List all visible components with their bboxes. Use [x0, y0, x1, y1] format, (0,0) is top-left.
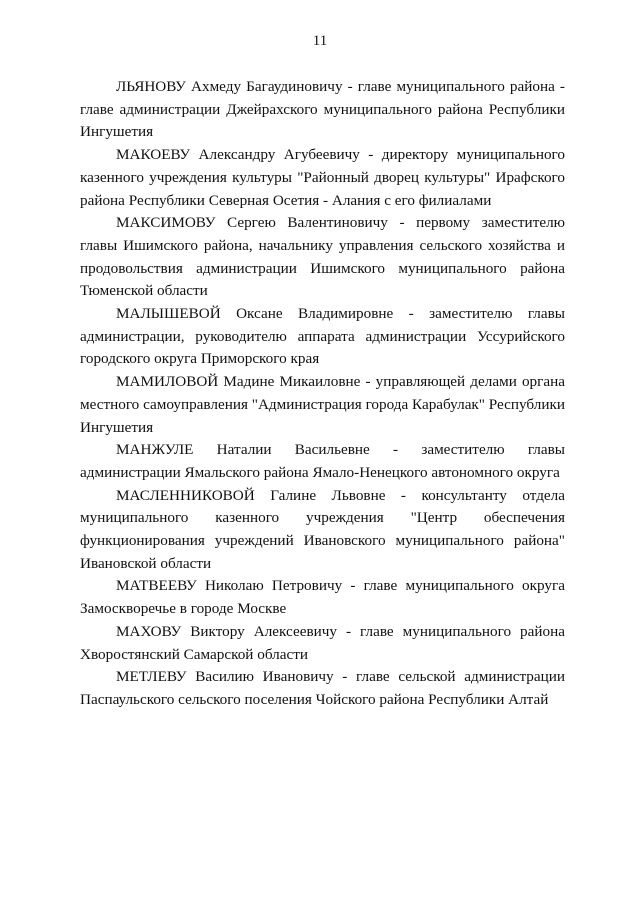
list-item: МАСЛЕННИКОВОЙ Галине Львовне - консультанту отдела муниципального казенного учреждения "Центр обеспечения функционирования учреждений Ивановского муниципального района" Ивановской области	[80, 486, 565, 572]
award-recipient-list	[80, 76, 565, 712]
list-item: МЕТЛЕВУ Василию Ивановичу - главе сельской администрации Паспаульского сельского поселения Чойского района Республики Алтай	[80, 668, 565, 708]
list-item: МАКСИМОВУ Сергею Валентиновичу - первому заместителю главы Ишимского района, начальнику управления сельского хозяйства и продовольствия администрации Ишимского муниципального района Тюменской области	[80, 214, 565, 300]
list-item: МАТВЕЕВУ Николаю Петровичу - главе муниципального округа Замоскворечье в городе Москве	[80, 577, 565, 618]
list-item: МАХОВУ Виктору Алексеевичу - главе муниципального района Хворостянский Самарской области	[80, 622, 565, 663]
page-number: 11	[312, 33, 328, 49]
list-item: МАЛЫШЕВОЙ Оксане Владимировне - заместителю главы администрации, руководителю аппарата администрации Уссурийского городского округа Приморского края	[80, 305, 565, 368]
list-item: ЛЬЯНОВУ Ахмеду Багаудиновичу - главе муниципального района - главе администрации Джейрахского муниципального района Республики Ингушетия	[80, 78, 565, 141]
list-item: МАМИЛОВОЙ Мадине Микаиловне - управляющей делами органа местного самоуправления "Администрация города Карабулак" Республики Ингушетия	[80, 373, 565, 436]
list-item: МАКОЕВУ Александру Агубеевичу - директору муниципального казенного учреждения культуры "Районный дворец культуры" Ирафского района Республики Северная Осетия - Алания с его филиалами	[80, 146, 565, 209]
list-item: МАНЖУЛЕ Наталии Васильевне - заместителю главы администрации Ямальского района Ямало-Ненецкого автономного округа	[80, 441, 565, 481]
